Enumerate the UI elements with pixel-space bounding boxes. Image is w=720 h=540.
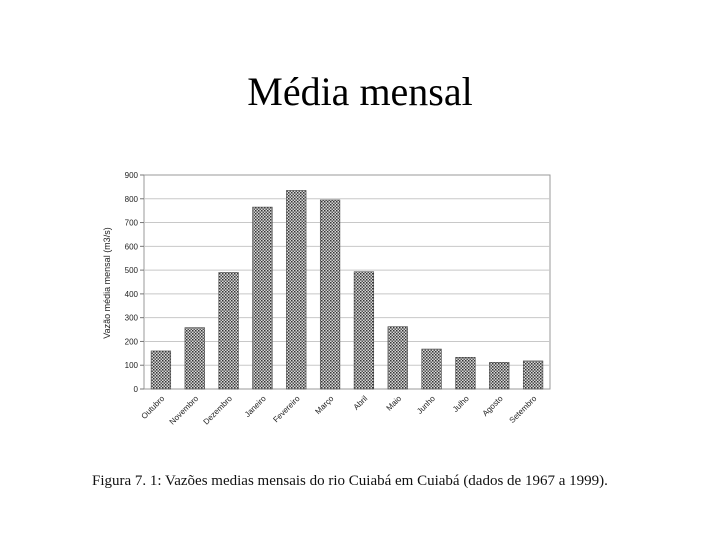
y-tick-label: 700 xyxy=(124,218,138,228)
y-tick-label: 400 xyxy=(124,289,138,299)
x-category-label: Maio xyxy=(384,394,404,413)
x-category-labels xyxy=(140,394,539,427)
bar-dezembro xyxy=(219,272,239,389)
x-category-label: Agosto xyxy=(480,394,505,419)
x-category-label: Setembro xyxy=(507,394,539,425)
bar-junho xyxy=(422,349,442,389)
y-tick-label: 600 xyxy=(124,242,138,252)
y-tick-label: 500 xyxy=(124,266,138,276)
x-category-label: Novembro xyxy=(167,394,201,427)
y-tick-label: 200 xyxy=(124,337,138,347)
bar-abril xyxy=(354,272,374,389)
plot-area xyxy=(144,175,550,389)
y-tick-label: 800 xyxy=(124,194,138,204)
bar-julho xyxy=(456,357,476,389)
x-category-label: Março xyxy=(313,394,336,417)
y-tick-label: 0 xyxy=(133,385,138,394)
bar-janeiro xyxy=(253,207,273,389)
bar-fevereiro xyxy=(286,190,306,389)
bar-novembro xyxy=(185,328,205,389)
figure-caption: Figura 7. 1: Vazões medias mensais do rio Cuiabá em Cuiabá (dados de 1967 a 1999). xyxy=(92,473,608,489)
bar-agosto xyxy=(489,362,509,389)
x-category-label: Julho xyxy=(450,394,471,414)
x-category-label: Janeiro xyxy=(242,394,268,419)
bar-março xyxy=(320,200,340,389)
y-tick-label: 100 xyxy=(124,361,138,371)
bar-outubro xyxy=(151,351,171,389)
x-category-label: Outubro xyxy=(139,394,167,421)
y-tick-label: 300 xyxy=(124,313,138,323)
y-axis-label: Vazão média mensal (m3/s) xyxy=(102,227,112,339)
x-category-label: Fevereiro xyxy=(271,394,302,425)
y-tick-labels xyxy=(125,171,139,394)
y-tick-label: 900 xyxy=(124,171,138,180)
slide-title: Média mensal xyxy=(247,69,473,114)
x-category-label: Abril xyxy=(351,394,370,412)
x-category-label: Junho xyxy=(415,394,437,416)
bar-maio xyxy=(388,327,408,389)
x-category-label: Dezembro xyxy=(201,394,234,427)
bar-setembro xyxy=(523,361,543,389)
